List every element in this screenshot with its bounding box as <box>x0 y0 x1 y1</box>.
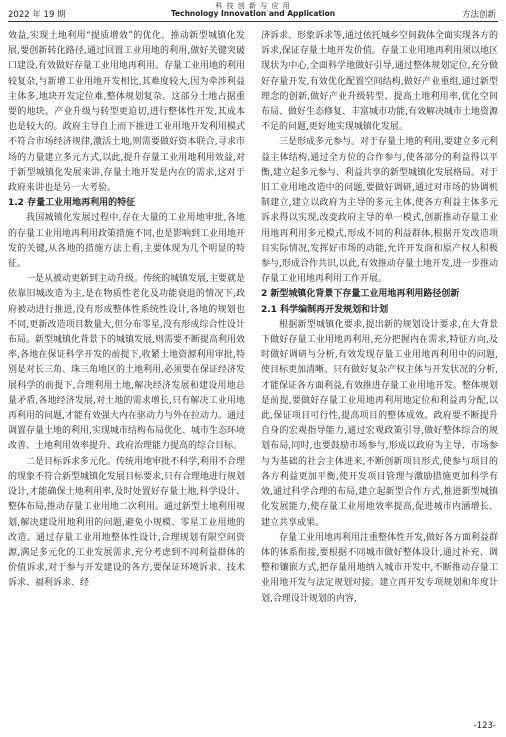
section-heading-2-1: 2.1 科学编制再开发规划和计划 <box>261 304 389 315</box>
journal-title-en: Technology Innovation and Application <box>170 9 336 18</box>
paragraph: 济诉求、形象诉求等,通过依托城乡空间载体全面实现各方的诉求,保证存量土地开发价值。存量工业用地再利用须以地区现状为中心,全面科学地做好引导,通过整体规划定位,充分做好存量开发,有效优化配置空间结构,做好产业重组,通过新型理念的创新,做好产业升级转型、提高土地利用率,优化空间布局、做好生态修复、丰富城市功能,有效解决城市土地资源不足的问题,更好地实现城镇化发展。 <box>261 31 498 133</box>
right-column <box>261 29 498 607</box>
paragraph: 效益,实现土地利用“提质增效”的优化。推动新型城镇化发展,要创新转化路径,通过回置工业用地的利用,做好关键突破口建设,有效做好存量工业用地再利用。存量工业用地的利用较复杂,与新增工业用地开发相比,其难度较大,因为牵涉利益主体多,地块开发定位难,整体规划复杂。这部分土地占据重要的地块。产业升级与转型更迫切,进行整体性开发,其成本也是较大的。政府主导自上而下推进工业用地开发利用模式不符合市场经济规律,激活土地,则需要做好资本联合,寻求市场的力量建立多元方式,以此,提升存量工业用地利用效益,对于新型城镇化发展来讲,存量土地开发是内在的需求,这对于政府来讲也是另一大考验。 <box>8 31 245 194</box>
paragraph: 存量工业用地再利用注重整体性开发,做好各方面利益群体的体系衔接,要根据不同城市做好整体设计,通过补充、调整和镶嵌方式,把存量用地纳入城市开发中,不断推动存量工业用地开发与法定规划对接。建立再开发专项规划和年度计划,合理设计规划的内容, <box>261 532 498 604</box>
page-number: -123- <box>473 721 496 731</box>
paragraph: 根据新型城镇化要求,提出新的规划设计要求,在大背景下做好存量工业用地再利用,充分把握内在需求,特征方向,及时做好调研与分析,有效发现存量工业用地再利用中的问题,使目标更加清晰。只有做好复杂产权主体与开发状况的分析,才能保证各方面利益,有效推进存量工业用地开发。整体规划是前提,要做好存量工业用地再利用地定位和利益再分配,以此,保证项目可行性,提高项目的整体成效。政府要不断提升自身的宏观指导能力,通过宏观政策引导,做好整体综合的规划布局,同时,也要鼓励市场参与,形成以政府为主导、市场参与为基础的社会主体进来,不断创新项目形式,使参与项目的各方利益更加平衡,使开发项目管理与激励措施更加科学有效,通过科学合理的布局,建立起新型合作方式,推进新型城镇化发展能力,使存量工业用地效率提高,促进城市内涵增长、建立共享成果。 <box>261 319 498 528</box>
section-heading-2: 2 新型城镇化背景下存量工业用地再利用路径创新 <box>261 289 460 300</box>
left-column <box>8 29 245 592</box>
paragraph: 三是形成多元参与。对于存量土地的利用,要建立多元利益主体结构,通过全方位的合作参与,使各部分的利益得以平衡,建立起多元参与、利益共享的新型城镇化发展格局。对于旧工业用地改造中的问题,要做好调研,通过对市场的协调机制建立,建立以政府为主导的多元主体,使各方利益主体多元诉求得以实现,改变政府主导的单一模式,创新推动存量工业用地再利用多元模式,形成不同的利益群体,根据开发改造项目实际情况,发挥好市场的动能,允许开发商和原产权人积极参与,形成合作共识,以此,有效推动存量土地开发,进一步推动存量工业用地再利用工作开展。 <box>261 137 498 285</box>
issue-label: 2022 年 19 期 <box>8 10 66 20</box>
section-heading-1-2: 1.2 存量工业用地再利用的特征 <box>8 198 136 209</box>
page-header <box>0 0 506 22</box>
paragraph: 我国城镇化发展过程中,存在大量的工业用地审批,各地的存量工业用地再利用政策措施不同,也是影响到工业用地开发的关键,从各地的措施方法上看,主要体现为几个明显的特征。 <box>8 213 245 270</box>
section-label: 方法创新 <box>461 10 496 20</box>
paragraph: 二是目标诉求多元化。传统用地审批不科学,利用不合理的现象不符合新型城镇化发展目标要求,只有合理地进行规划设计,才能确保土地利用率,及时处置好存量土地,科学设计、整体布局,推动存量工业用地二次利用。通过新型土地利用规划,解决建设用地利用的问题,避免小规模、零星工业用地的改造。通过存量工业用地整体性设计,合理规划有限空间资源,满足多元化的工业发展需求,充分考虑到不同利益群体的价值诉求,对于参与开发建设的各方,要保证环境诉求、技术诉求、福利诉求、经 <box>8 456 245 589</box>
header-rule <box>8 21 498 22</box>
journal-title-cn: 科 技 创 新 与 应 用 <box>215 2 291 10</box>
paragraph: 一是从被动更新到主动升级。传统的城镇发展,主要就是依靠旧城改造为主,是在物质性老化及功能衰退的情况下,政府被动进行推进,没有形成整体性系统性设计,各地的规划也不同,更新改造项目数量大,但分布零星,没有形成综合性设计布局。新型城镇化背景下的城镇发展,则需要不断提高利用效率,各地在保证科学开发的前提下,收紧土地资源利用审批,特别是对长三角、珠三角地区的土地利用,必须要在保证经济发展科学的前提下,合理利用土地,解决经济发展和建设用地总量矛盾,各地经济发展,对土地的需求增长,只有解决工业用地再利用的问题,才能有效强大内在驱动力与外在拉动力。通过调置存量土地的利用,实现城市结构布局优化、城市生态环境改善、土地利用效率提升、政府治理能力提高的综合目标。 <box>8 274 245 452</box>
